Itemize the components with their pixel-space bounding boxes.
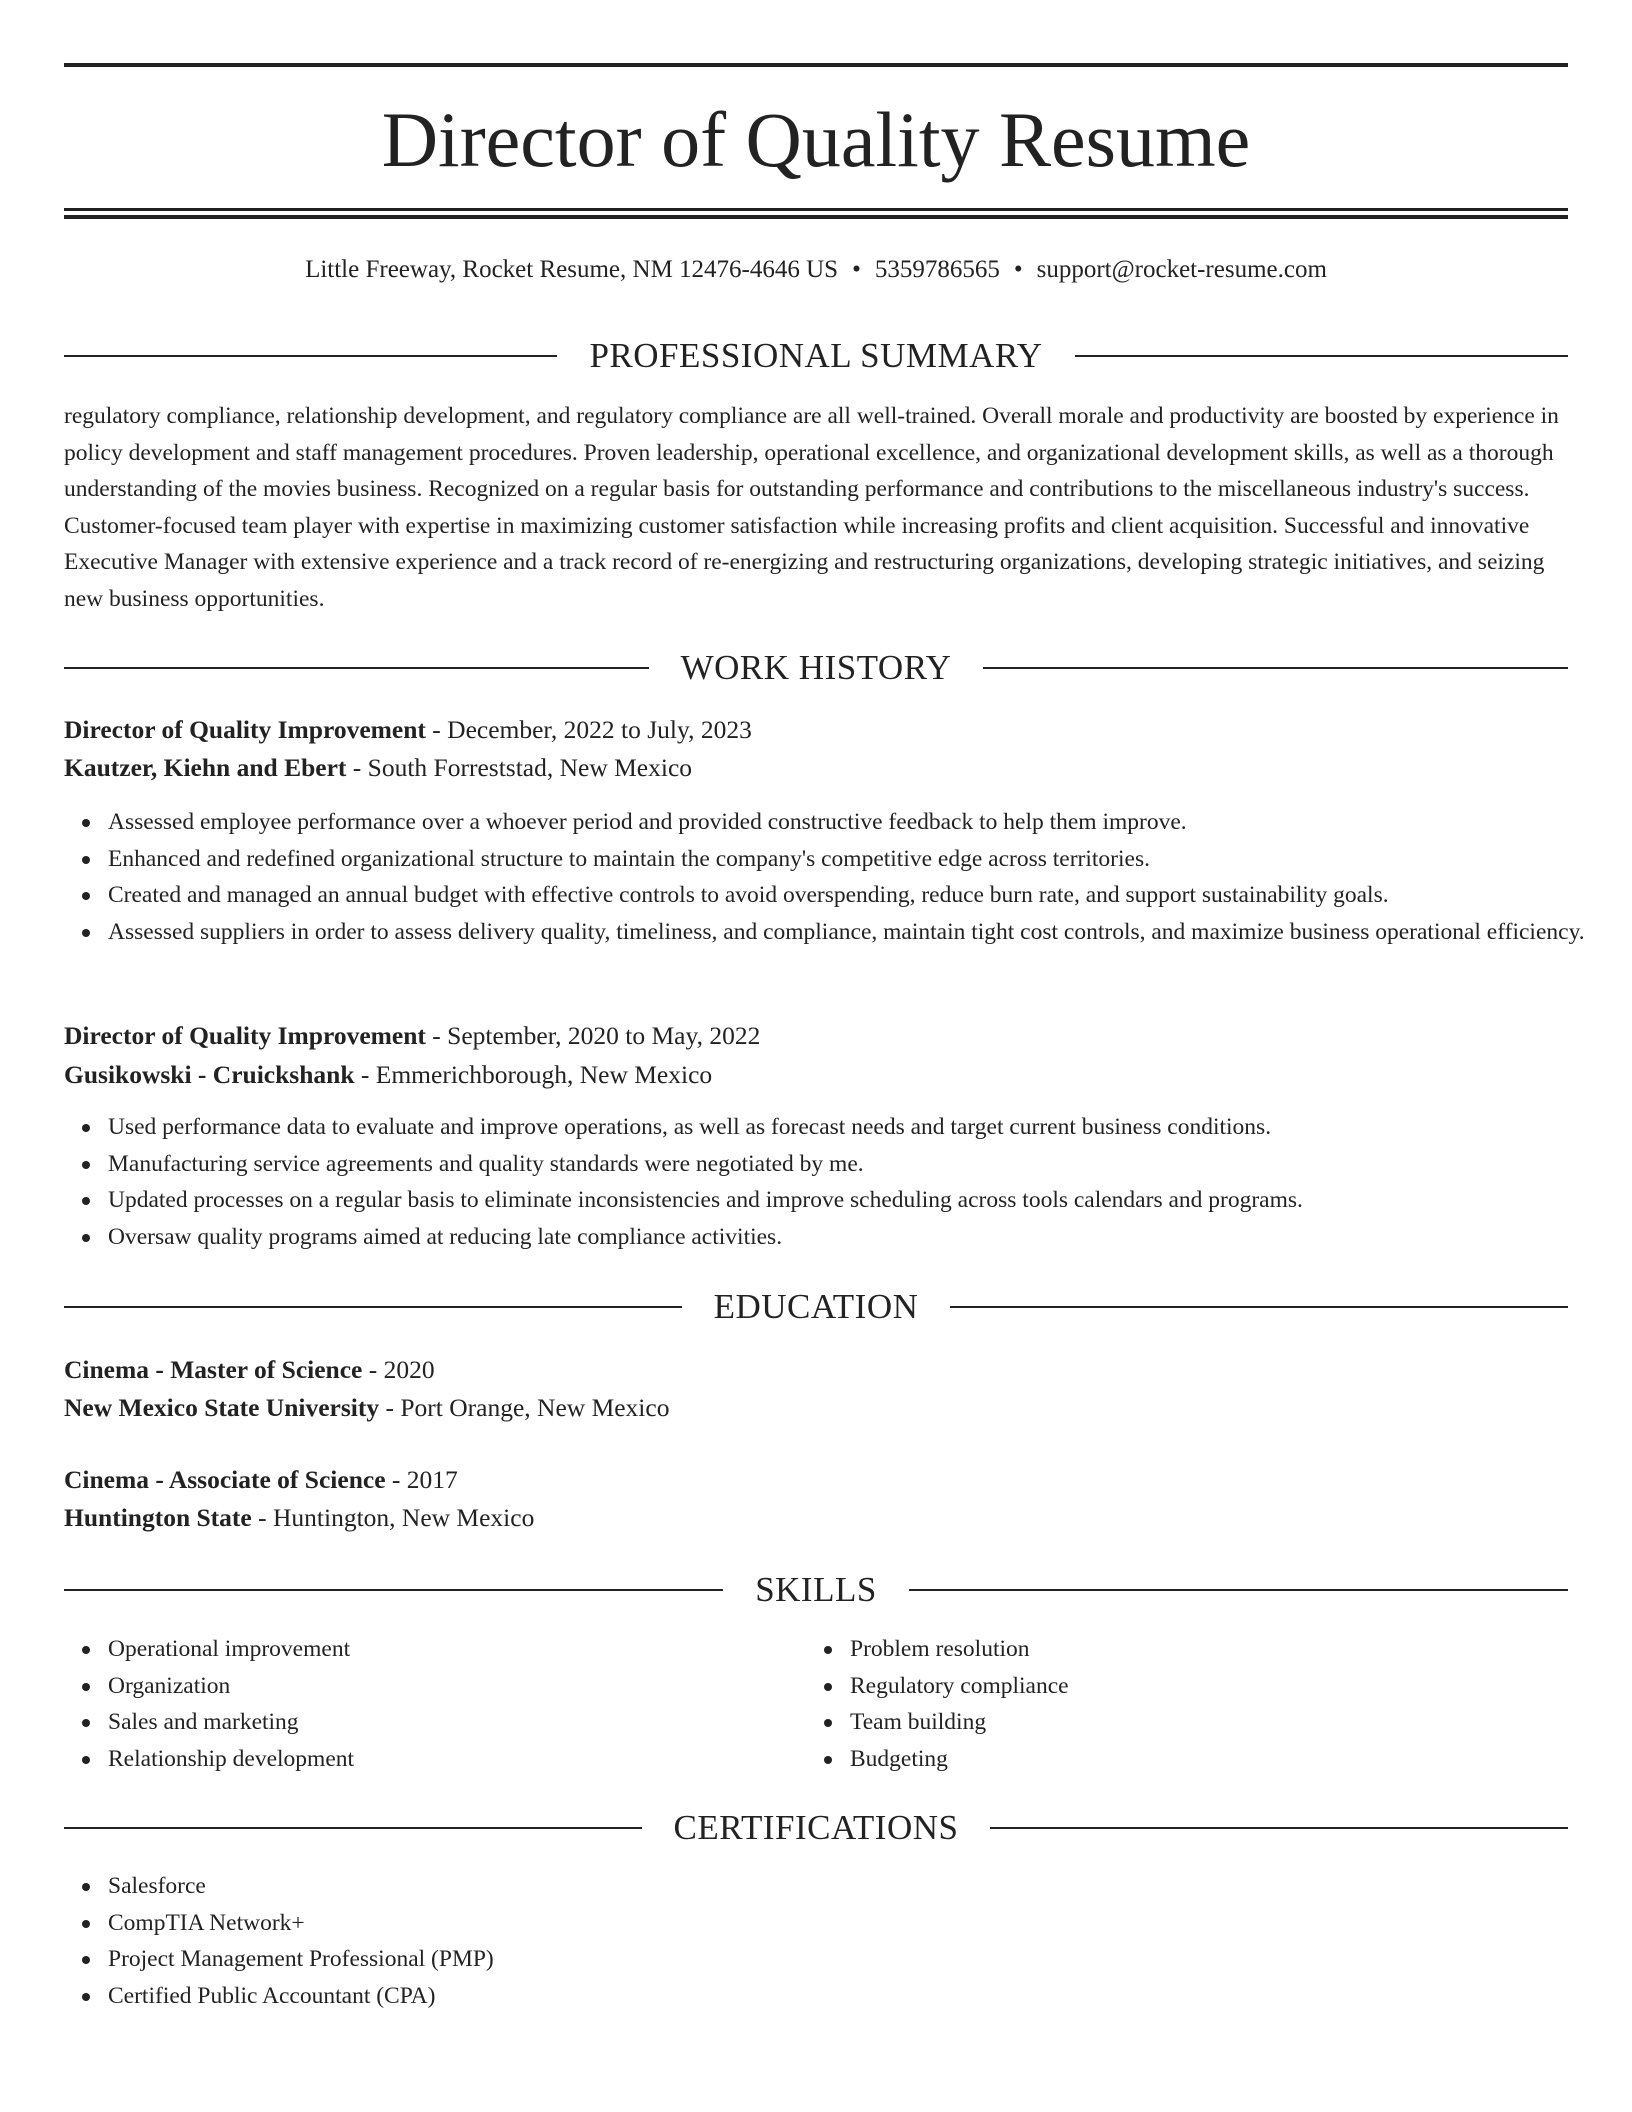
job-company: Kautzer, Kiehn and Ebert xyxy=(64,753,347,782)
degree-year: - 2017 xyxy=(385,1465,458,1494)
job-title-line xyxy=(64,711,1568,749)
skills-heading xyxy=(64,1568,1568,1612)
heading-rule-right xyxy=(983,667,1568,669)
heading-rule-left xyxy=(64,1306,682,1308)
header-bottom-rule xyxy=(64,208,1568,211)
list-item: Enhanced and redefined organizational structure to maintain the company's competitive edge across territories. xyxy=(108,841,1612,878)
job-location: - South Forreststad, New Mexico xyxy=(346,753,693,782)
list-item: Created and managed an annual budget with effective controls to avoid overspending, reduce burn rate, and support sustainability goals. xyxy=(108,877,1612,914)
certification-item: Salesforce xyxy=(108,1868,1612,1905)
summary-heading xyxy=(64,334,1568,378)
section-title: PROFESSIONAL SUMMARY xyxy=(589,336,1043,375)
contact-separator: • xyxy=(852,256,861,283)
list-item: Updated processes on a regular basis to eliminate inconsistencies and improve scheduling across tools calendars and programs. xyxy=(108,1182,1612,1219)
list-item: Oversaw quality programs aimed at reducing late compliance activities. xyxy=(108,1219,1612,1256)
skill-item: Organization xyxy=(108,1668,1612,1705)
summary-text: regulatory compliance, relationship development, and regulatory compliance are all well-trained. Overall morale and productivity are boosted by experience in policy development and staff management procedures. Proven leadership, operational excellence, and organizational development skills, as well as a thorough understanding of the movies business. Recognized on a regular basis for outstanding performance and contributions to the miscellaneous industry's success. Customer-focused team player with expertise in maximizing customer satisfaction while increasing profits and client acquisition. Successful and innovative Executive Manager with extensive experience and a track record of re-energizing and restructuring organizations, developing strategic initiatives, and seizing new business opportunities. xyxy=(64,403,1559,612)
job-bullets xyxy=(64,804,1612,950)
degree-line xyxy=(64,1461,1568,1499)
skill-item: Team building xyxy=(850,1704,1632,1741)
skill-item: Budgeting xyxy=(850,1741,1632,1778)
school-name: New Mexico State University xyxy=(64,1393,380,1422)
heading-rule-right xyxy=(950,1306,1568,1308)
skills-list-right xyxy=(806,1631,1632,1777)
header-top-rule xyxy=(64,63,1568,67)
degree-name: Cinema - Associate of Science xyxy=(64,1465,386,1494)
heading-rule-left xyxy=(64,1827,642,1829)
school-name: Huntington State xyxy=(64,1503,252,1532)
list-item: Assessed employee performance over a whoever period and provided constructive feedback to help them improve. xyxy=(108,804,1612,841)
heading-rule-left xyxy=(64,355,557,357)
header-bottom-rule-2 xyxy=(64,215,1568,219)
job-company-line xyxy=(64,1056,1568,1094)
list-item: Assessed suppliers in order to assess delivery quality, timeliness, and compliance, maintain tight cost controls, and maximize business operational efficiency. xyxy=(108,914,1612,951)
work-history-heading xyxy=(64,646,1568,690)
school-location: - Huntington, New Mexico xyxy=(251,1503,535,1532)
resume-title: Director of Quality Resume xyxy=(381,96,1251,183)
job-dates: - September, 2020 to May, 2022 xyxy=(425,1021,761,1050)
section-title: SKILLS xyxy=(755,1570,877,1609)
list-item: Used performance data to evaluate and improve operations, as well as forecast needs and target current business conditions. xyxy=(108,1109,1612,1146)
list-item: Manufacturing service agreements and quality standards were negotiated by me. xyxy=(108,1146,1612,1183)
job-location: - Emmerichborough, New Mexico xyxy=(354,1060,713,1089)
job-title: Director of Quality Improvement xyxy=(64,715,426,744)
school-location: - Port Orange, New Mexico xyxy=(379,1393,670,1422)
certifications-heading xyxy=(64,1806,1568,1850)
degree-year: - 2020 xyxy=(362,1355,435,1384)
certification-item: Project Management Professional (PMP) xyxy=(108,1941,1612,1978)
degree-name: Cinema - Master of Science xyxy=(64,1355,363,1384)
certification-item: Certified Public Accountant (CPA) xyxy=(108,1978,1612,2015)
school-line xyxy=(64,1499,1568,1537)
job-title: Director of Quality Improvement xyxy=(64,1021,426,1050)
contact-separator: • xyxy=(1013,256,1023,283)
job-title-line xyxy=(64,1017,1568,1055)
heading-rule-right xyxy=(1075,355,1568,357)
section-title: WORK HISTORY xyxy=(680,648,952,687)
heading-rule-left xyxy=(64,667,649,669)
job-company-line xyxy=(64,749,1568,787)
skill-item: Problem resolution xyxy=(850,1631,1632,1668)
degree-line xyxy=(64,1351,1568,1389)
skill-item: Regulatory compliance xyxy=(850,1668,1632,1705)
contact-email[interactable]: support@rocket-resume.com xyxy=(1036,256,1327,283)
section-title: EDUCATION xyxy=(713,1287,919,1326)
skill-item: Operational improvement xyxy=(108,1631,1612,1668)
contact-phone: 5359786565 xyxy=(874,256,1000,283)
school-line xyxy=(64,1389,1568,1427)
heading-rule-right xyxy=(909,1589,1568,1591)
certification-item: CompTIA Network+ xyxy=(108,1905,1612,1942)
skill-item: Sales and marketing xyxy=(108,1704,1612,1741)
job-dates: - December, 2022 to July, 2023 xyxy=(425,715,752,744)
education-heading xyxy=(64,1285,1568,1329)
skill-item: Relationship development xyxy=(108,1741,1612,1778)
contact-line xyxy=(64,252,1568,288)
certifications-list xyxy=(64,1868,1612,2014)
job-company: Gusikowski - Cruickshank xyxy=(64,1060,355,1089)
section-title: CERTIFICATIONS xyxy=(673,1808,959,1847)
contact-address: Little Freeway, Rocket Resume, NM 12476-4646 US xyxy=(305,256,839,283)
job-bullets xyxy=(64,1109,1612,1255)
heading-rule-left xyxy=(64,1589,723,1591)
heading-rule-right xyxy=(990,1827,1568,1829)
